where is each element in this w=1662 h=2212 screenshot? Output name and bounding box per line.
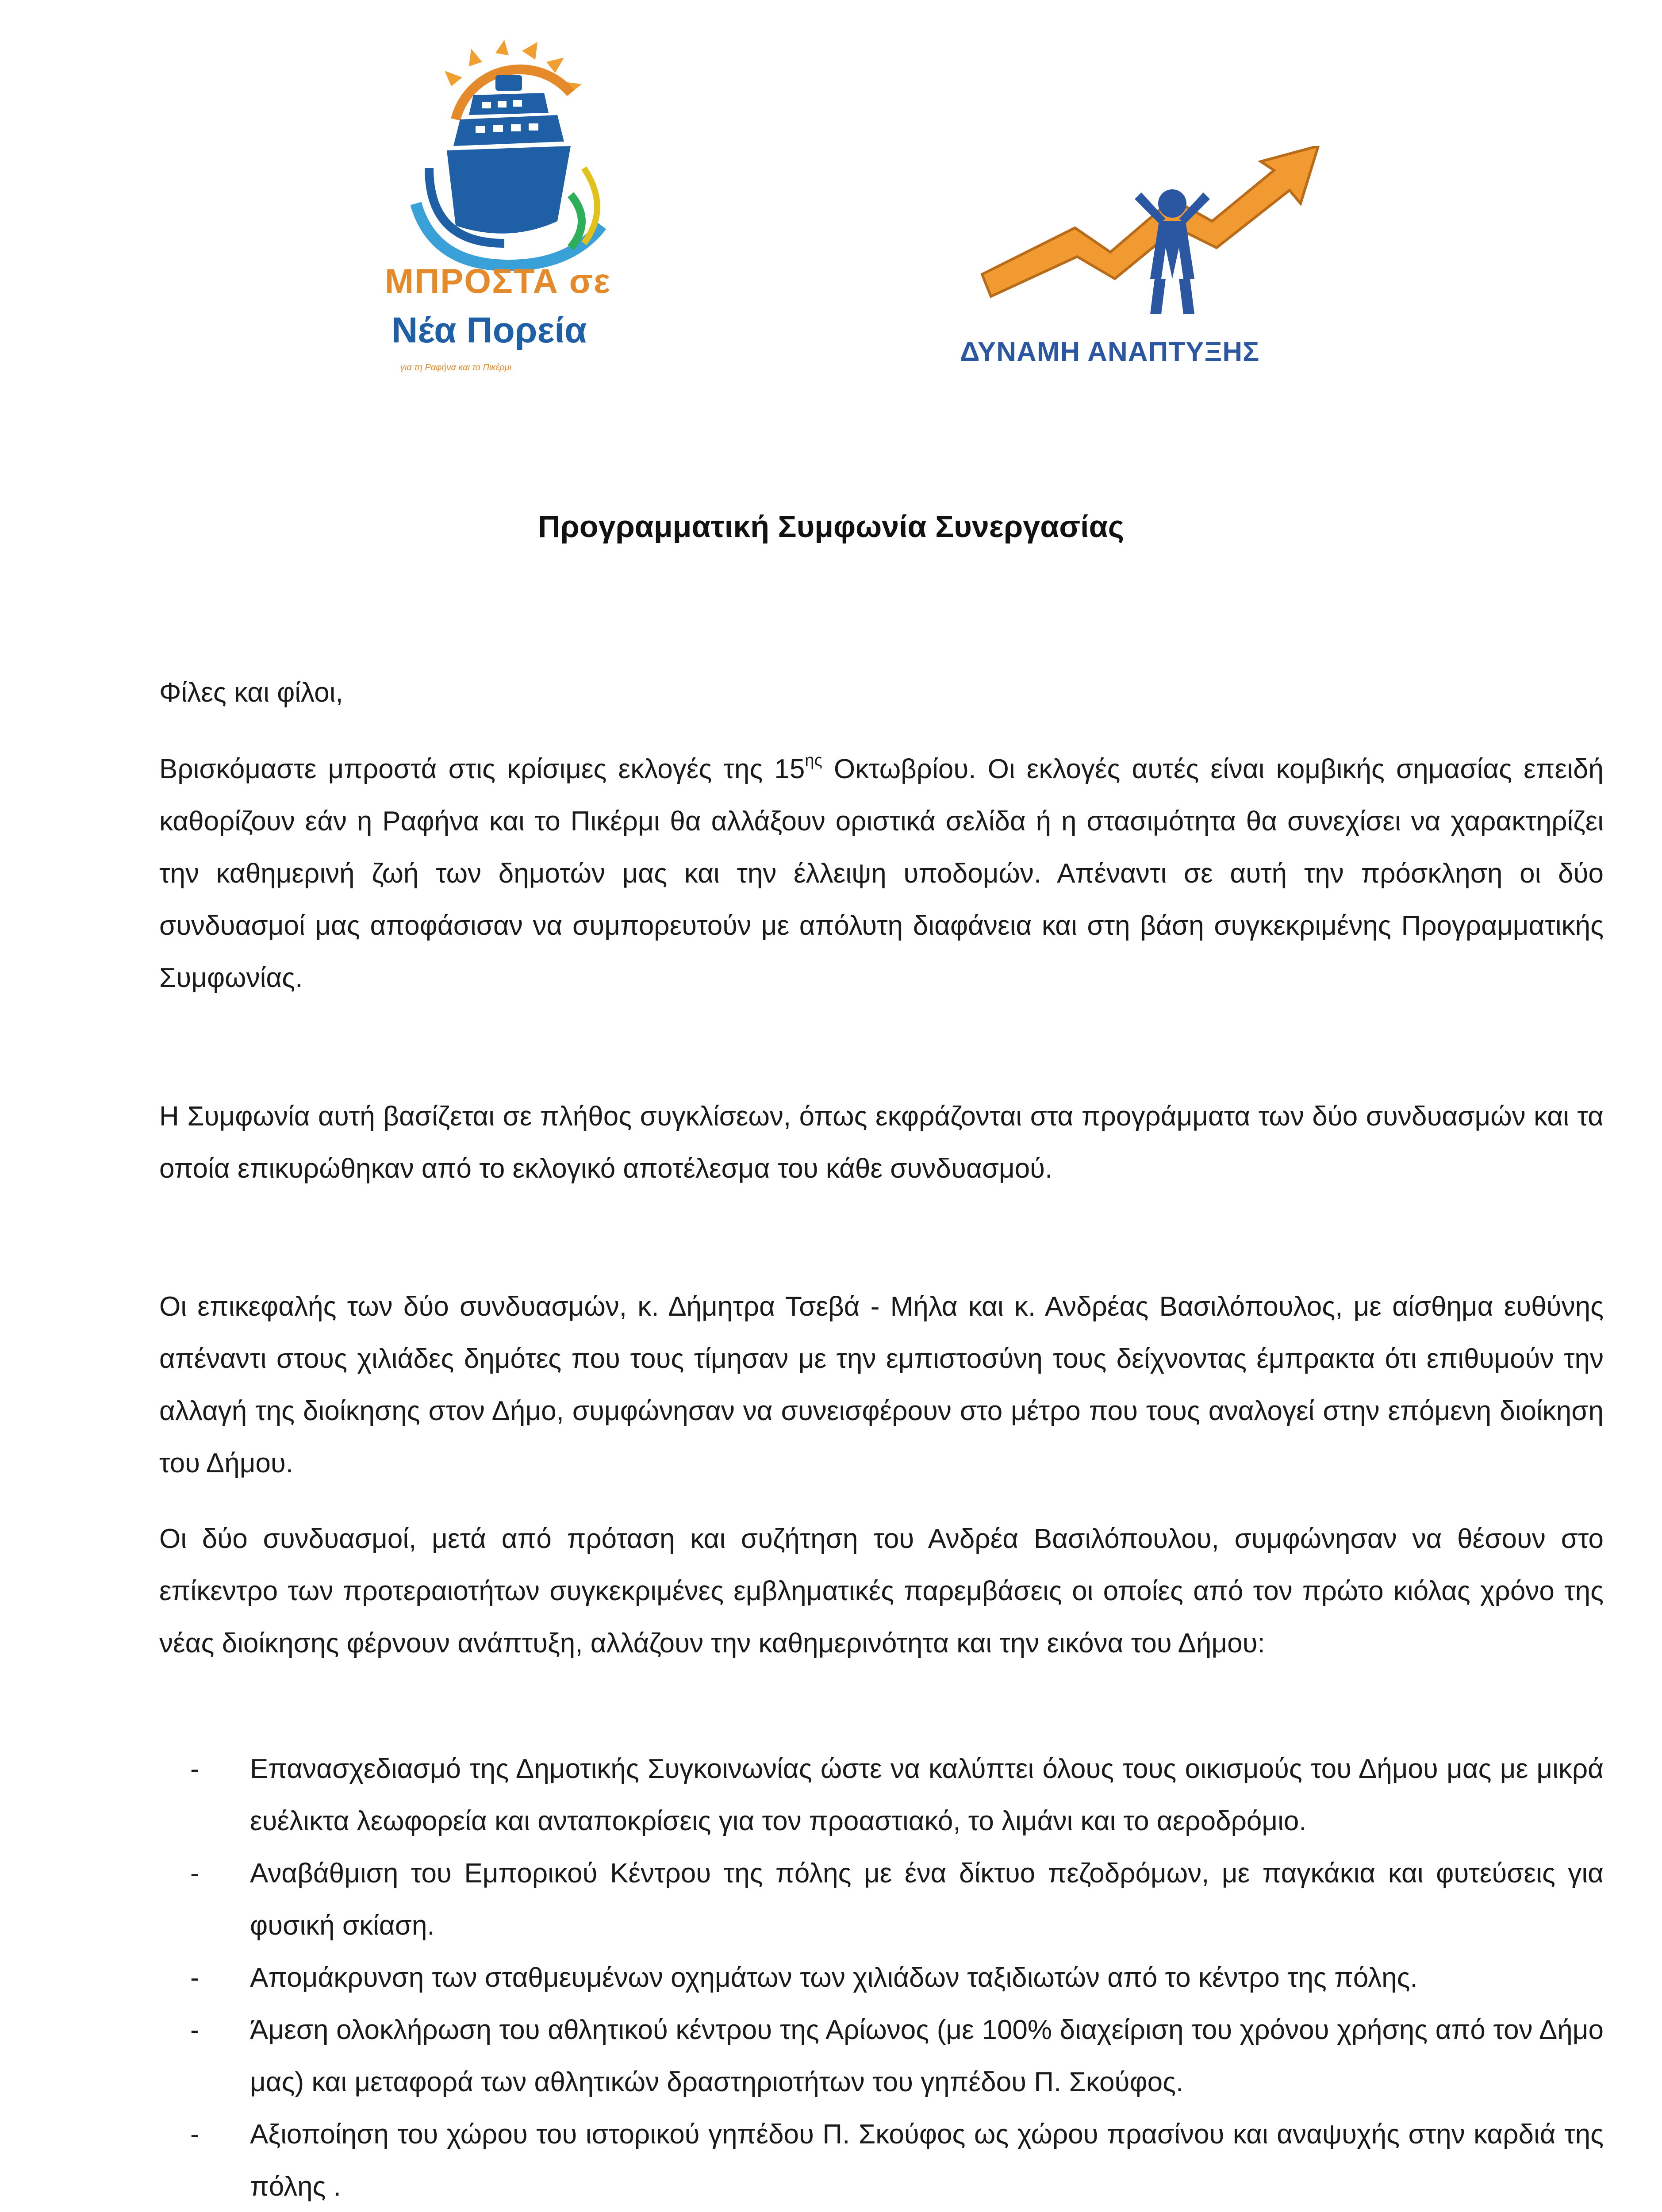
list-dash: - xyxy=(190,2119,200,2150)
list-dash: - xyxy=(190,1754,200,1784)
list-item-text: Άμεση ολοκλήρωση του αθλητικού κέντρου της Αρίωνος (με 100% διαχείριση του χρόνου χρήσης από τον Δήμο μας) και μεταφορά των αθλητικών δραστηριοτήτων του γηπέδου Π. Σκούφος. xyxy=(250,2015,1604,2097)
paragraph-4: Οι δύο συνδυασμοί, μετά από πρόταση και συζήτηση του Ανδρέα Βασιλόπουλου, συμφώνησαν να θέσουν στο επίκεντρο των προτεραιοτήτων συγκεκριμένες εμβληματικές παρεμβάσεις οι οποίες από τον πρώτο κιόλας χρόνο της νέας διοίκησης φέρνουν ανάπτυξη, αλλάζουν την καθημερινότητα και την εικόνα του Δήμου: xyxy=(159,1524,1604,1659)
logo-right-name: ΔΥΝΑΜΗ ΑΝΑΠΤΥΞΗΣ xyxy=(960,337,1260,367)
paragraph-1-start: Βρισκόμαστε μπροστά στις κρίσιμες εκλογές της 15 xyxy=(159,754,805,784)
paragraph-1 xyxy=(159,743,1604,1004)
list-item-text: Επανασχεδιασμό της Δημοτικής Συγκοινωνίας ώστε να καλύπτει όλους τους οικισμούς του Δήμου μας με μικρά ευέλικτα λεωφορεία και ανταποκρίσεις για τον προαστιακό, το λιμάνι και το αεροδρόμιο. xyxy=(250,1754,1604,1836)
list-dash: - xyxy=(190,1858,200,1889)
ordinal-suffix: ης xyxy=(805,751,822,770)
list-dash: - xyxy=(190,2015,200,2045)
list-item-text: Αναβάθμιση του Εμπορικού Κέντρου της πόλης με ένα δίκτυο πεζοδρόμων, με παγκάκια και φυτεύσεις για φυσική σκίαση. xyxy=(250,1858,1604,1941)
list-item xyxy=(159,2004,1604,2108)
list-item xyxy=(159,1847,1604,1952)
document-title: Προγραμματική Συμφωνία Συνεργασίας xyxy=(537,509,1125,544)
mprosta-logo xyxy=(363,35,681,416)
paragraph-2: Η Συμφωνία αυτή βασίζεται σε πλήθος συγκλίσεων, όπως εκφράζονται στα προγράμματα των δύο συνδυασμών και τα οποία επικυρώθηκαν από το εκλογικό αποτέλεσμα του κάθε συνδυασμού. xyxy=(159,1101,1604,1184)
list-item xyxy=(159,1952,1604,2004)
list-item-text: Απομάκρυνση των σταθμευμένων οχημάτων των χιλιάδων ταξιδιωτών από το κέντρο της πόλης. xyxy=(250,1962,1418,1993)
logo-left-line2: Νέα Πορεία xyxy=(392,310,587,350)
paragraph-3: Οι επικεφαλής των δύο συνδυασμών, κ. Δήμητρα Τσεβά - Μήλα και κ. Ανδρέας Βασιλόπουλος, με αίσθημα ευθύνης απέναντι στους χιλιάδες δημότες που τους τίμησαν με την εμπιστοσύνη τους δείχνοντας έμπρακτα ότι επιθυμούν την αλλαγή της διοίκησης στον Δήμο, συμφώνησαν να συνεισφέρουν στο μέτρο που τους αναλογεί στην επόμενη διοίκηση του Δήμου. xyxy=(159,1291,1604,1479)
list-item-text: Αξιοποίηση του χώρου του ιστορικού γηπέδου Π. Σκούφος ως χώρου πρασίνου και αναψυχής στην καρδιά της πόλης . xyxy=(250,2119,1604,2202)
priority-list xyxy=(159,1743,1604,2212)
logo-left-line3: για τη Ραφήνα και το Πικέρμι xyxy=(400,363,512,373)
paragraph-1-rest: Οκτωβρίου. Οι εκλογές αυτές είναι κομβικής σημασίας επειδή καθορίζουν εάν η Ραφήνα και το Πικέρμι θα αλλάξουν οριστικά σελίδα ή η στασιμότητα θα συνεχίσει να χαρακτηρίζει την καθημερινή ζωή των δημοτών μας και την έλλειψη υποδομών. Απέναντι σε αυτή την πρόσκληση οι δύο συνδυασμοί μας αποφάσισαν να συμπορευτούν με απόλυτη διαφάνεια και στη βάση συγκεκριμένης Προγραμματικής Συμφωνίας. xyxy=(159,754,1604,993)
greeting: Φίλες και φίλοι, xyxy=(159,677,343,708)
logo-left-line1: ΜΠΡΟΣΤΑ σε xyxy=(385,261,611,300)
list-item xyxy=(159,1743,1604,1847)
list-item xyxy=(159,2108,1604,2212)
list-dash: - xyxy=(190,1962,200,1993)
